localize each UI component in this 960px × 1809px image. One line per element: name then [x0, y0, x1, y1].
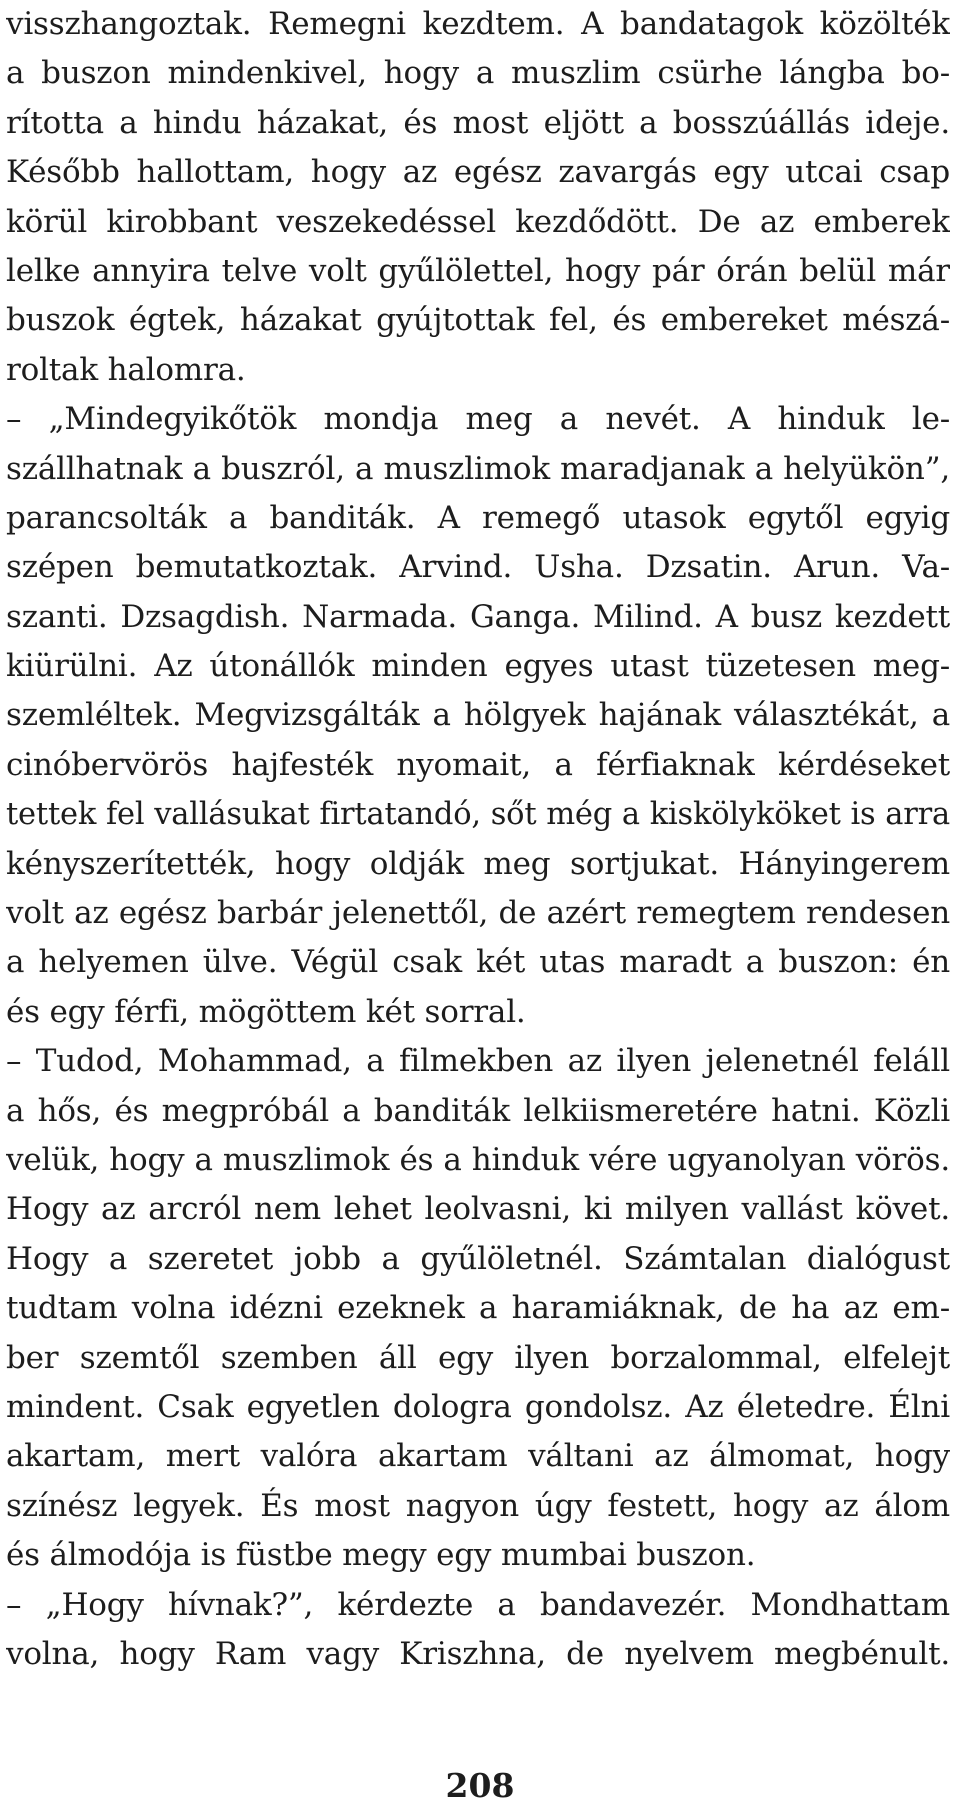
text-line: parancsolták a banditák. A remegő utasok egytől egyig [6, 499, 950, 536]
text-line: kényszerítették, hogy oldják meg sortjukat. Hányingerem [6, 845, 950, 882]
text-line: a hős, és megpróbál a banditák lelkiismeretére hatni. Közli [6, 1092, 950, 1129]
text-line: körül kirobbant veszekedéssel kezdődött. De az emberek [6, 203, 950, 240]
text-line: és álmodója is füstbe megy egy mumbai buszon. [6, 1537, 756, 1574]
text-line: roltak halomra. [6, 351, 246, 388]
text-line: szépen bemutatkoztak. Arvind. Usha. Dzsatin. Arun. Va- [6, 549, 950, 586]
text-line: volt az egész barbár jelenettől, de azért remegtem rendesen [6, 895, 950, 932]
text-line: – „Mindegyikőtök mondja meg a nevét. A hinduk le- [6, 401, 950, 438]
text-line: Hogy az arcról nem lehet leolvasni, ki milyen vallást követ. [6, 1191, 950, 1228]
text-line: tudtam volna idézni ezeknek a haramiáknak, de ha az em- [6, 1290, 950, 1327]
text-line: szemléltek. Megvizsgálták a hölgyek hajának választékát, a [6, 697, 950, 734]
text-line: akartam, mert valóra akartam váltani az álmomat, hogy [6, 1438, 950, 1475]
text-line: – „Hogy hívnak?”, kérdezte a bandavezér. Mondhattam [6, 1586, 950, 1623]
text-line: – Tudod, Mohammad, a filmekben az ilyen jelenetnél feláll [6, 1043, 950, 1080]
page-number: 208 [445, 1766, 515, 1805]
text-line: a buszon mindenkivel, hogy a muszlim csürhe lángba bo- [6, 55, 950, 92]
body-text [6, 0, 950, 1679]
text-line: velük, hogy a muszlimok és a hinduk vére ugyanolyan vörös. [6, 1141, 950, 1178]
text-line: rította a hindu házakat, és most eljött a bosszúállás ideje. [6, 104, 950, 141]
text-line: tettek fel vallásukat firtatandó, sőt még a kiskölyköket is arra [6, 797, 950, 833]
text-line: kiürülni. Az útonállók minden egyes utast tüzetesen meg- [6, 648, 950, 685]
text-line: szanti. Dzsagdish. Narmada. Ganga. Milind. A busz kezdett [6, 598, 950, 635]
text-line: buszok égtek, házakat gyújtottak fel, és embereket mészá- [6, 302, 950, 339]
text-line: volna, hogy Ram vagy Kriszhna, de nyelvem megbénult. [6, 1635, 950, 1672]
text-line: visszhangoztak. Remegni kezdtem. A bandatagok közölték [6, 6, 950, 42]
text-line: ber szemtől szemben áll egy ilyen borzalommal, elfelejt [6, 1339, 950, 1376]
text-line: cinóbervörös hajfesték nyomait, a férfiaknak kérdéseket [6, 746, 950, 783]
text-line: a helyemen ülve. Végül csak két utas maradt a buszon: én [6, 944, 950, 981]
text-line: szállhatnak a buszról, a muszlimok maradjanak a helyükön”, [6, 450, 950, 487]
text-line: és egy férfi, mögöttem két sorral. [6, 993, 526, 1030]
text-line: Később hallottam, hogy az egész zavargás egy utcai csap [6, 154, 950, 191]
text-line: mindent. Csak egyetlen dologra gondolsz. Az életedre. Élni [6, 1388, 950, 1425]
text-line: színész legyek. És most nagyon úgy festett, hogy az álom [6, 1487, 950, 1524]
text-line: Hogy a szeretet jobb a gyűlöletnél. Számtalan dialógust [6, 1240, 950, 1277]
text-line: lelke annyira telve volt gyűlölettel, hogy pár órán belül már [6, 252, 950, 289]
